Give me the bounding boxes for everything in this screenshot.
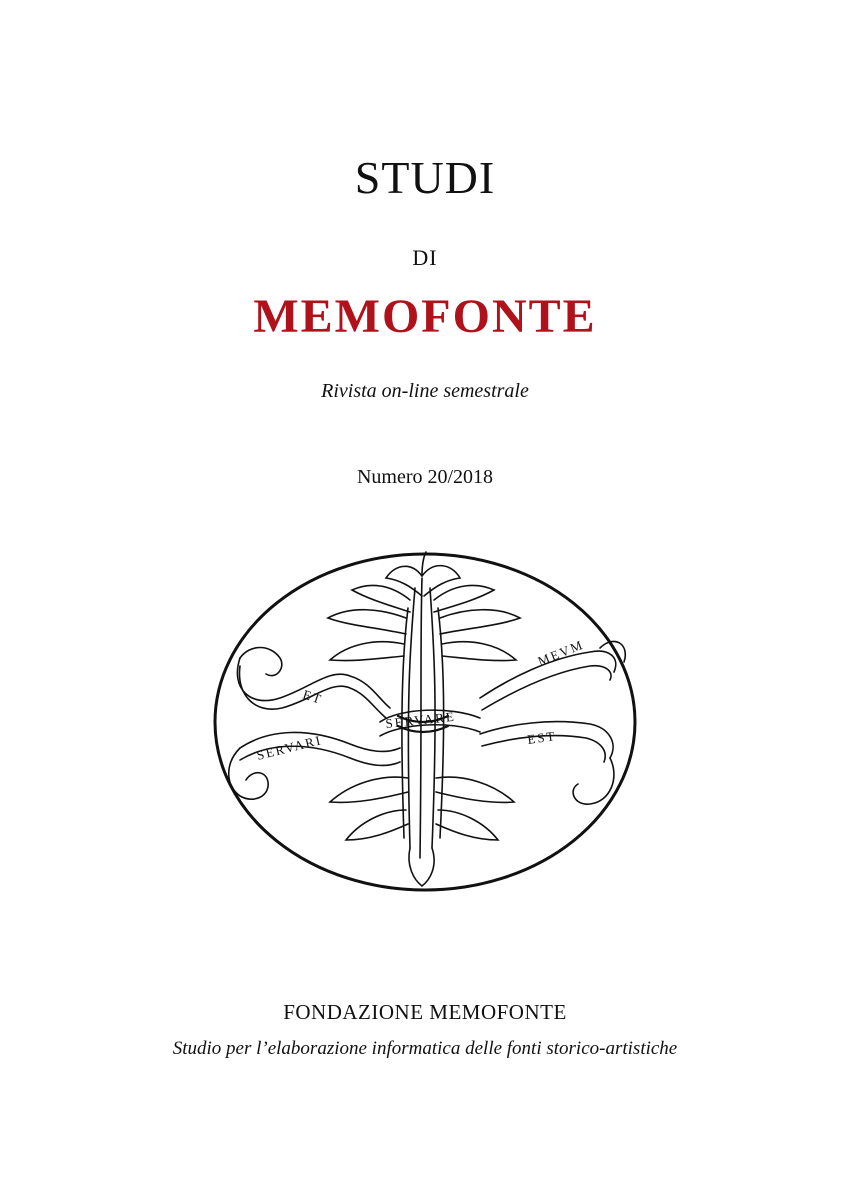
motto-word-mevm: MEVM (535, 636, 587, 669)
emblem-illustration (210, 548, 640, 896)
journal-subtitle: Rivista on-line semestrale (321, 380, 529, 402)
motto-word-et: ET (301, 686, 325, 707)
foundation-name: FONDAZIONE MEMOFONTE (283, 1000, 567, 1024)
motto-word-servare: SERVARE (384, 708, 457, 731)
issue-number: Numero 20/2018 (356, 466, 494, 488)
journal-title-studi: STUDI (354, 152, 496, 203)
motto-word-servari: SERVARI (255, 732, 324, 763)
foundation-subtitle: Studio per l’elaborazione informatica delle fonti storico-artistiche (172, 1038, 678, 1059)
journal-title-di: DI (412, 245, 438, 270)
journal-title-memofonte: MEMOFONTE (253, 290, 597, 343)
motto-word-est: EST (526, 728, 558, 747)
